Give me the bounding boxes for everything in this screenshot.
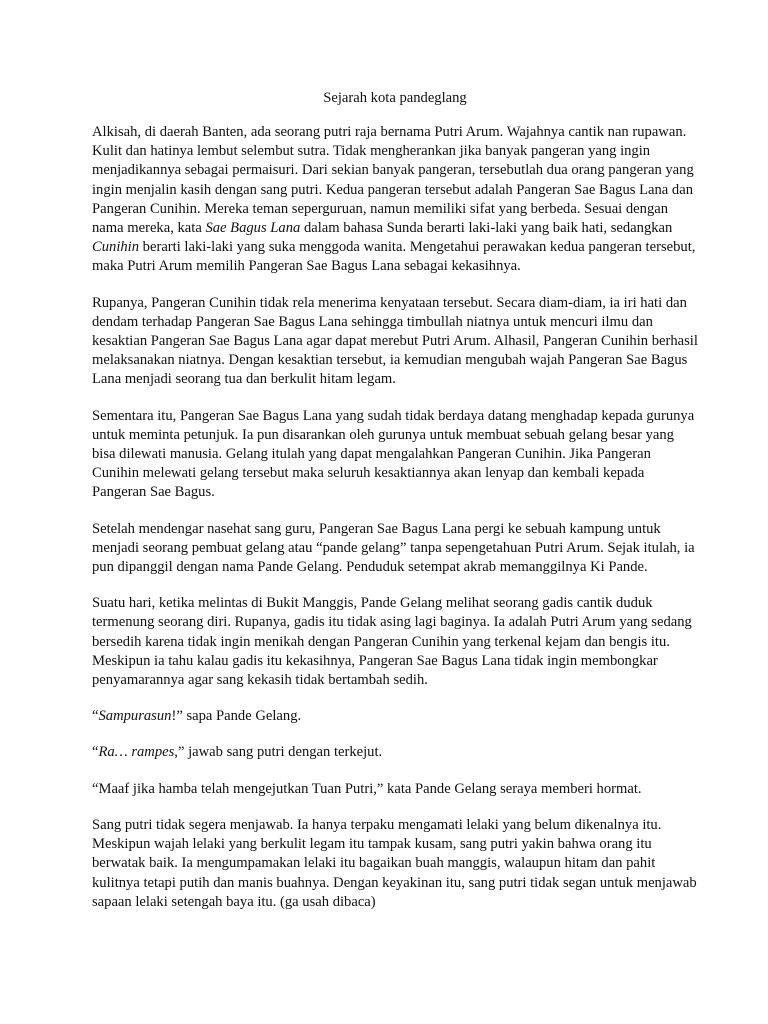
text-segment: Sementara itu, Pangeran Sae Bagus Lana yang sudah tidak berdaya datang menghadap kepada gurunya untuk meminta petunjuk. Ia pun disarankan oleh gurunya untuk membuat sebuah gelang besar yang bisa dilewati manusia. Gelang itulah yang dapat mengalahkan Pangeran Cunihin. Jika Pangeran Cunihin melewati gelang tersebut maka seluruh kesaktiannya akan lenyap dan kembali kepada Pangeran Sae Bagus.	[92, 407, 695, 501]
italic-term: Cunihin	[92, 239, 140, 256]
italic-term: Sae Bagus Lana	[205, 220, 301, 237]
paragraph-1	[92, 123, 698, 277]
document-title: Sejarah kota pandeglang	[323, 90, 467, 106]
paragraph-6	[92, 816, 698, 912]
text-segment: Sang putri tidak segera menjawab. Ia hanya terpaku mengamati lelaki yang belum dikenalnya itu. Meskipun wajah lelaki yang berkulit legam itu tampak kusam, sang putri yakin bahwa orang itu berwatak baik. Ia mengumpamakan lelaki itu bagaikan buah manggis, walaupun hitam dan pahit kulitnya tetapi putih dan manis buahnya. Dengan keyakinan itu, sang putri tidak segan untuk menjawab sapaan lelaki setengah baya itu. (ga usah dibaca)	[92, 816, 697, 910]
dialogue-line-1	[92, 707, 698, 726]
paragraph-4	[92, 520, 698, 578]
text-segment: “Maaf jika hamba telah mengejutkan Tuan Putri,” kata Pande Gelang seraya memberi hormat.	[92, 780, 642, 797]
text-segment: dalam bahasa Sunda berarti laki-laki yang baik hati, sedangkan	[300, 220, 673, 237]
paragraph-2	[92, 294, 698, 390]
text-segment: Alkisah, di daerah Banten, ada seorang putri raja bernama Putri Arum. Wajahnya cantik nan rupawan. Kulit dan hatinya lembut selembut sutra. Tidak mengherankan jika banyak pangeran yang ingin menjadikannya sebagai permaisuri. Dari sekian banyak pangeran, tersebutlah dua orang pangeran yang ingin menjalin kasih dengan sang putri. Kedua pangeran tersebut adalah Pangeran Sae Bagus Lana dan Pangeran Cunihin. Mereka teman seperguruan, namun memiliki sifat yang berbeda. Sesuai dengan nama mereka, kata	[92, 124, 694, 237]
paragraph-3	[92, 407, 698, 503]
text-segment: !” sapa Pande Gelang.	[171, 708, 302, 725]
text-segment: berarti laki-laki yang suka menggoda wanita. Mengetahui perawakan kedua pangeran tersebut, maka Putri Arum memilih Pangeran Sae Bagus Lana sebagai kekasihnya.	[92, 239, 696, 275]
dialogue-line-2	[92, 743, 698, 762]
dialogue-line-3	[92, 780, 698, 799]
paragraph-5	[92, 594, 698, 690]
text-segment: “	[92, 744, 99, 761]
text-segment: “	[92, 708, 99, 725]
text-segment: ,” jawab sang putri dengan terkejut.	[174, 744, 383, 761]
text-segment: Rupanya, Pangeran Cunihin tidak rela menerima kenyataan tersebut. Secara diam-diam, ia iri hati dan dendam terhadap Pangeran Sae Bagus Lana sehingga timbullah niatnya untuk mencuri ilmu dan kesaktian Pangeran Sae Bagus Lana agar dapat merebut Putri Arum. Alhasil, Pangeran Cunihin berhasil melaksanakan niatnya. Dengan kesaktian tersebut, ia kemudian mengubah wajah Pangeran Sae Bagus Lana menjadi seorang tua dan berkulit hitam legam.	[92, 294, 698, 388]
text-segment: Suatu hari, ketika melintas di Bukit Manggis, Pande Gelang melihat seorang gadis cantik duduk termenung seorang diri. Rupanya, gadis itu tidak asing lagi baginya. Ia adalah Putri Arum yang sedang bersedih karena tidak ingin menikah dengan Pangeran Cunihin yang terkenal kejam dan bengis itu. Meskipun ia tahu kalau gadis itu kekasihnya, Pangeran Sae Bagus Lana tidak ingin membongkar penyamarannya agar sang kekasih tidak bertambah sedih.	[92, 595, 692, 689]
text-segment: Setelah mendengar nasehat sang guru, Pangeran Sae Bagus Lana pergi ke sebuah kampung untuk menjadi seorang pembuat gelang atau “pande gelang” tanpa sepengetahuan Putri Arum. Sejak itulah, ia pun dipanggil dengan nama Pande Gelang. Penduduk setempat akrab memanggilnya Ki Pande.	[92, 520, 695, 576]
italic-term: Ra… rampes	[98, 744, 175, 761]
italic-term: Sampurasun	[98, 708, 172, 725]
